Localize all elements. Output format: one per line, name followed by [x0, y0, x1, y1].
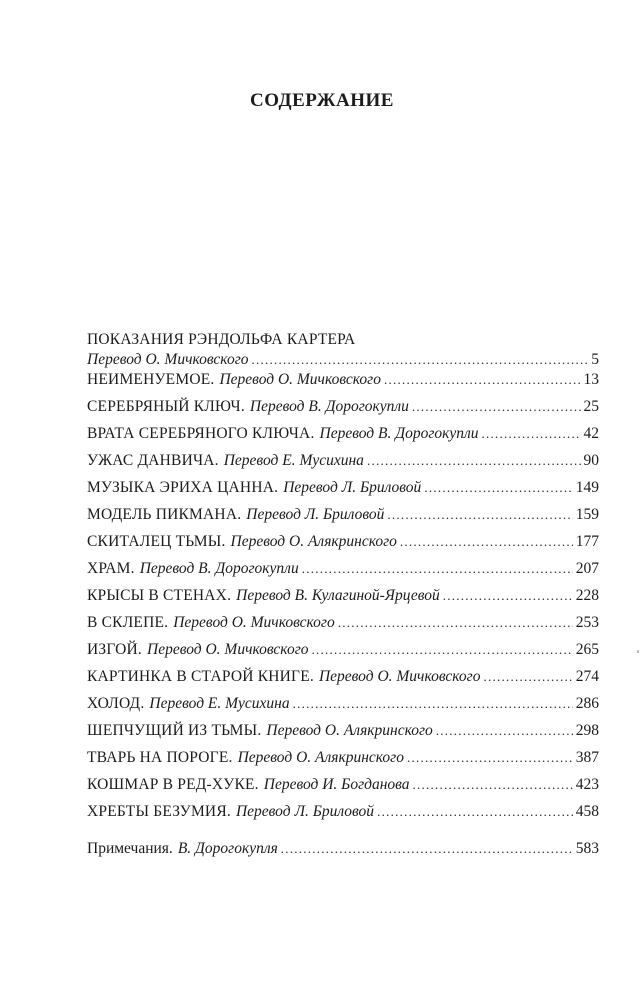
- toc-entry: [87, 424, 599, 451]
- toc-entry: [87, 640, 599, 667]
- toc-entry-title: В СКЛЕПЕ.: [87, 614, 169, 631]
- toc-entry: [87, 532, 599, 559]
- toc-entry-page: 25: [583, 398, 599, 415]
- toc-entry-title: ПОКАЗАНИЯ РЭНДОЛЬФА КАРТЕРА: [87, 331, 356, 348]
- toc-entry-translator: Перевод В. Дорогокупли: [319, 425, 479, 442]
- toc-entry-title: УЖАС ДАНВИЧА.: [87, 452, 219, 469]
- toc-entry-title: КОШМАР В РЕД-ХУКЕ.: [87, 776, 259, 793]
- toc-entry-title: КРЫСЫ В СТЕНАХ.: [87, 587, 232, 604]
- toc-entry: [87, 397, 599, 424]
- toc-entry-translator: Перевод О. Мичковского: [219, 371, 381, 388]
- dot-leader: [483, 667, 572, 687]
- toc-entry-title: СЕРЕБРЯНЫЙ КЛЮЧ.: [87, 398, 245, 415]
- dot-leader: [436, 721, 573, 741]
- toc-entry-translator: Перевод О. Алякринского: [230, 533, 397, 550]
- dot-leader: [338, 613, 573, 633]
- toc-entry-page: 274: [575, 668, 599, 685]
- table-of-contents: [87, 330, 599, 866]
- dot-leader: [384, 370, 581, 390]
- notes-author: В. Дорогокупля: [177, 840, 278, 857]
- toc-entry-page: 177: [575, 533, 599, 550]
- scan-speck: [637, 650, 639, 653]
- toc-entry-translator: Перевод Л. Бриловой: [246, 506, 385, 523]
- dot-leader: [482, 424, 581, 444]
- toc-entry-page: 458: [575, 803, 599, 820]
- toc-entry-translator: Перевод И. Богданова: [263, 776, 410, 793]
- dot-leader: [400, 532, 573, 552]
- toc-entry: [87, 775, 599, 802]
- toc-entry-translator: Перевод О. Мичковского: [147, 641, 309, 658]
- toc-entry-title: ХРАМ.: [87, 560, 135, 577]
- toc-entry-title: ШЕПЧУЩИЙ ИЗ ТЬМЫ.: [87, 722, 262, 739]
- toc-entry-page: 387: [575, 749, 599, 766]
- toc-entry-title: КАРТИНКА В СТАРОЙ КНИГЕ.: [87, 668, 314, 685]
- dot-leader: [281, 839, 573, 859]
- dot-leader: [367, 451, 581, 471]
- toc-entry-title: МУЗЫКА ЭРИХА ЦАННА.: [87, 479, 279, 496]
- toc-entry-title: ХОЛОД.: [87, 695, 145, 712]
- toc-entry-translator: Перевод О. Мичковского: [173, 614, 335, 631]
- dot-leader: [407, 748, 573, 768]
- toc-entry: [87, 505, 599, 532]
- dot-leader: [302, 559, 573, 579]
- dot-leader: [424, 478, 572, 498]
- toc-entry-title: НЕИМЕНУЕМОЕ.: [87, 371, 215, 388]
- dot-leader: [377, 802, 573, 822]
- notes-page: 583: [575, 840, 599, 857]
- toc-entry-page: 159: [575, 506, 599, 523]
- toc-entry-page: 423: [575, 776, 599, 793]
- toc-entry: [87, 586, 599, 613]
- toc-notes-entry: [87, 839, 599, 866]
- toc-entry: [87, 694, 599, 721]
- toc-entry-page: 286: [575, 695, 599, 712]
- toc-entry-translator: Перевод О. Мичковского: [87, 351, 249, 368]
- toc-entry-page: 90: [583, 452, 599, 469]
- dot-leader: [293, 694, 573, 714]
- toc-entry-page: 298: [575, 722, 599, 739]
- toc-entry-page: 265: [575, 641, 599, 658]
- toc-entry-title: ХРЕБТЫ БЕЗУМИЯ.: [87, 803, 231, 820]
- dot-leader: [412, 397, 581, 417]
- dot-leader: [252, 350, 589, 370]
- toc-entry-title: МОДЕЛЬ ПИКМАНА.: [87, 506, 242, 523]
- toc-entry: [87, 559, 599, 586]
- toc-entry-translator: Перевод О. Мичковского: [318, 668, 481, 685]
- toc-entry-title: ТВАРЬ НА ПОРОГЕ.: [87, 749, 233, 766]
- toc-entry-title: СКИТАЛЕЦ ТЬМЫ.: [87, 533, 226, 550]
- dot-leader: [413, 775, 573, 795]
- toc-entry-translator: Перевод Е. Мусихина: [149, 695, 290, 712]
- toc-entry-translator: Перевод Л. Бриловой: [235, 803, 375, 820]
- toc-entry: [87, 667, 599, 694]
- toc-entry: [87, 330, 599, 370]
- toc-entry-page: 13: [583, 371, 599, 388]
- toc-entry-page: 253: [575, 614, 599, 631]
- toc-entry-translator: Перевод В. Кулагиной-Ярцевой: [236, 587, 440, 604]
- toc-entry-translator: Перевод В. Дорогокупли: [249, 398, 409, 415]
- toc-entry-translator: Перевод Е. Мусихина: [223, 452, 364, 469]
- toc-entry-list: [87, 370, 599, 829]
- toc-entry: [87, 802, 599, 829]
- toc-entry: [87, 613, 599, 640]
- toc-entry-translator: Перевод В. Дорогокупли: [139, 560, 299, 577]
- toc-entry: [87, 478, 599, 505]
- dot-leader: [387, 505, 572, 525]
- toc-entry-title: ВРАТА СЕРЕБРЯНОГО КЛЮЧА.: [87, 425, 315, 442]
- section-gap: [87, 829, 599, 839]
- toc-entry: [87, 451, 599, 478]
- toc-entry: [87, 748, 599, 775]
- dot-leader: [443, 586, 573, 606]
- toc-entry: [87, 721, 599, 748]
- toc-entry-page: 228: [575, 587, 599, 604]
- toc-entry-page: 207: [575, 560, 599, 577]
- toc-entry-page: 149: [575, 479, 599, 496]
- toc-entry-title: ИЗГОЙ.: [87, 641, 142, 658]
- toc-entry-translator: Перевод О. Алякринского: [237, 749, 404, 766]
- toc-entry-page: 5: [591, 351, 599, 368]
- toc-entry-translator: Перевод Л. Бриловой: [283, 479, 422, 496]
- toc-entry: [87, 370, 599, 397]
- notes-title: Примечания.: [87, 840, 173, 857]
- toc-entry-page: 42: [583, 425, 599, 442]
- page-title: СОДЕРЖАНИЕ: [250, 90, 394, 111]
- dot-leader: [312, 640, 573, 660]
- toc-entry-translator: Перевод О. Алякринского: [266, 722, 433, 739]
